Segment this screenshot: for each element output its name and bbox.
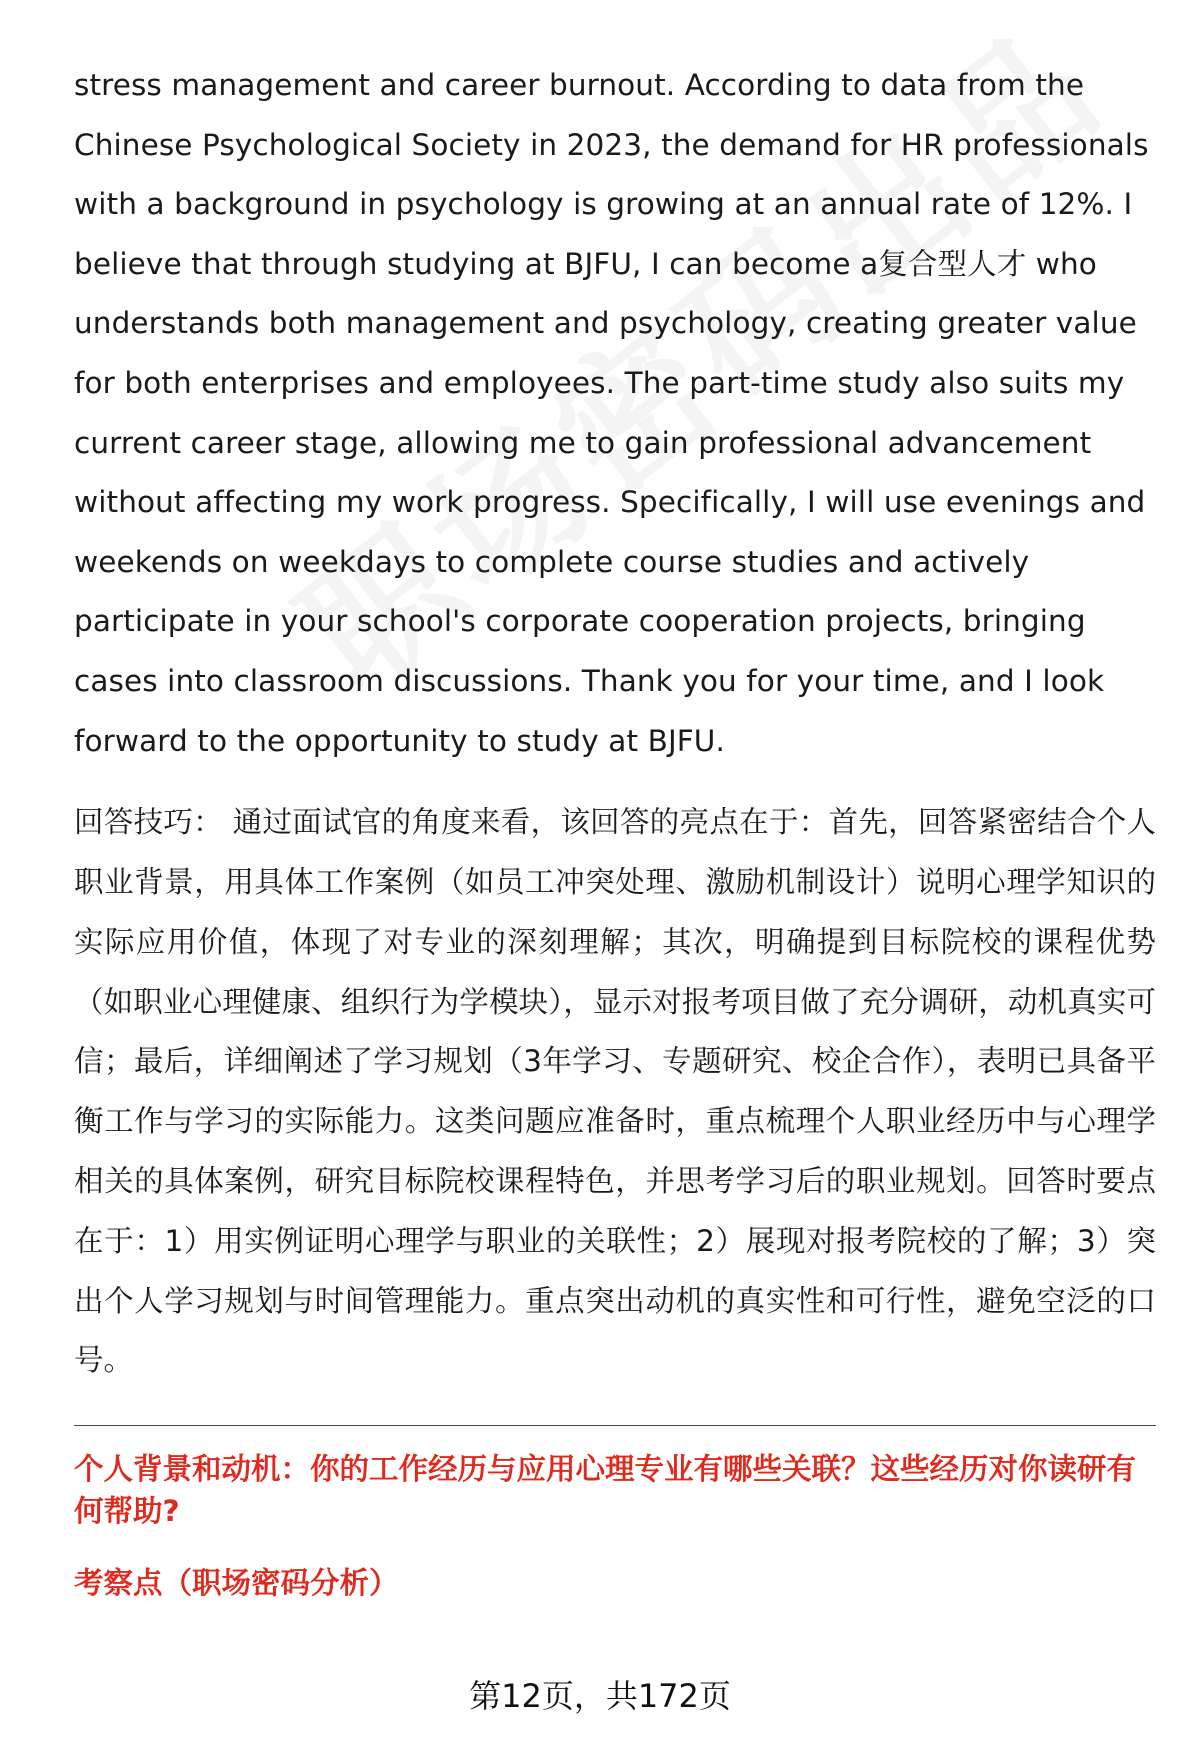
tips-body: 通过面试官的角度来看，该回答的亮点在于：首先，回答紧密结合个人职业背景，用具体工作案例（如员工冲突处理、激励机制设计）说明心理学知识的实际应用价值，体现了对专业的深刻理解；其次，明确提到目标院校的课程优势（如职业心理健康、组织行为学模块），显示对报考项目做了充分调研，动机真实可信；最后，详细阐述了学习规划（3年学习、专题研究、校企合作），表明已具备平衡工作与学习的实际能力。这类问题应准备时，重点梳理个人职业经历中与心理学相关的具体案例，研究目标院校课程特色，并思考学习后的职业规划。回答时要点在于：1）用实例证明心理学与职业的关联性；2）展现对报考院校的了解；3）突出个人学习规划与时间管理能力。重点突出动机的真实性和可行性，避免空泛的口号。 (74, 805, 1156, 1378)
section-label: 考察点（职场密码分析） (74, 1566, 399, 1601)
page-number: 第12页，共172页 (469, 1677, 731, 1715)
tips-label: 回答技巧： (74, 805, 223, 840)
page-content (74, 56, 1156, 1604)
section-divider (74, 1425, 1156, 1426)
tips-paragraph (74, 793, 1156, 1391)
question-heading: 个人背景和动机：你的工作经历与应用心理专业有哪些关联？这些经历对你读研有何帮助? (74, 1452, 1137, 1529)
answer-paragraph: stress management and career burnout. According to data from the Chinese Psychological Society in 2023, the demand for HR professionals with a background in psychology is growing at an annual rate of 12%. I believe that through studying at BJFU, I can become a复合型人才 who understands both management and psychology, creating greater value for both enterprises and employees. The part-time study also suits my current career stage, allowing me to gain professional advancement without affecting my work progress. Specifically, I will use evenings and weekends on weekdays to complete course studies and actively participate in your school's corporate cooperation projects, bringing cases into classroom discussions. Thank you for your time, and I look forward to the opportunity to study at BJFU. (74, 68, 1149, 758)
